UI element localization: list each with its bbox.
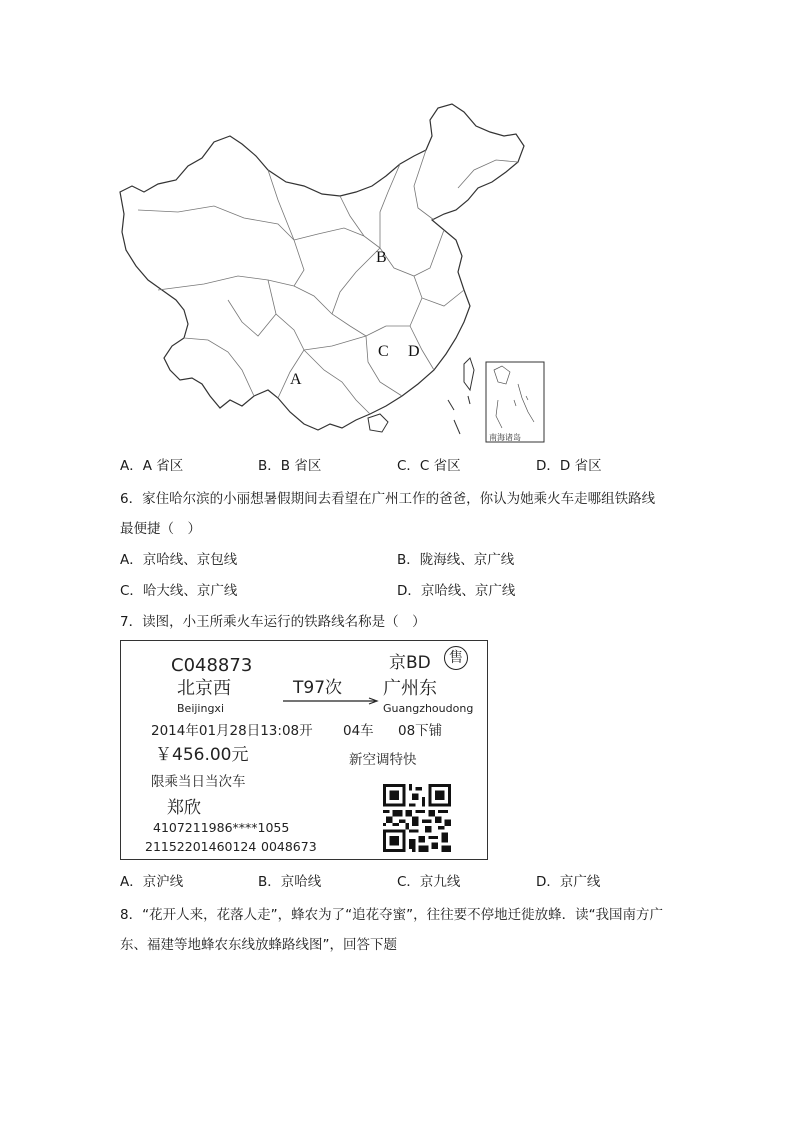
q6-option-b: B．陇海线、京广线 bbox=[397, 552, 515, 568]
china-map-svg bbox=[118, 100, 558, 445]
q6-stem-line2: 最便捷（ ） bbox=[120, 521, 201, 537]
q7-option-c: C．京九线 bbox=[397, 874, 461, 890]
ticket-from-station: 北京西 bbox=[177, 678, 231, 699]
ticket-train-type: 新空调特快 bbox=[349, 752, 417, 768]
ticket-passenger-name: 郑欣 bbox=[167, 798, 201, 818]
ticket-serial-left: 21152201460124 bbox=[145, 839, 257, 854]
ticket-car: 04车 bbox=[343, 723, 374, 739]
ticket-serial-right: 0048673 bbox=[261, 839, 317, 854]
q5-option-c: C．C 省区 bbox=[397, 458, 461, 474]
q5-option-a: A．A 省区 bbox=[120, 458, 184, 474]
ticket-arrow-icon bbox=[281, 697, 381, 705]
q7-option-a: A．京沪线 bbox=[120, 874, 184, 890]
q5-option-b: B．B 省区 bbox=[258, 458, 322, 474]
map-label-b: B bbox=[376, 249, 387, 266]
q6-option-a: A．京哈线、京包线 bbox=[120, 552, 238, 568]
ticket-id-number: 4107211986****1055 bbox=[153, 820, 290, 835]
q8-stem-line2: 东、福建等地蜂农东线放蜂路线图”，回答下题 bbox=[120, 937, 397, 953]
map-label-d: D bbox=[408, 343, 420, 360]
map-label-a: A bbox=[290, 371, 302, 388]
china-outline bbox=[120, 104, 524, 430]
ticket-berth: 08下铺 bbox=[398, 723, 443, 739]
ticket-from-pinyin: Beijingxi bbox=[177, 702, 225, 715]
coast-marks bbox=[448, 396, 470, 434]
taiwan-island bbox=[464, 358, 474, 390]
china-province-map bbox=[118, 100, 558, 445]
ticket-price: ￥456.00元 bbox=[155, 745, 249, 765]
q6-stem-line1: 6．家住哈尔滨的小丽想暑假期间去看望在广州工作的爸爸，你认为她乘火车走哪组铁路线 bbox=[120, 491, 656, 507]
ticket-qr-code-icon bbox=[383, 784, 451, 852]
ticket-code: C048873 bbox=[171, 655, 253, 676]
q6-option-c: C．哈大线、京广线 bbox=[120, 583, 238, 599]
ticket-train-number: T97次 bbox=[293, 678, 343, 698]
ticket-to-station: 广州东 bbox=[383, 678, 437, 699]
hainan-island bbox=[368, 414, 388, 432]
ticket-to-pinyin: Guangzhoudong bbox=[383, 702, 474, 715]
ticket-notice: 限乘当日当次车 bbox=[151, 774, 246, 790]
ticket-sale-mark: 售 bbox=[444, 646, 468, 670]
inset-label: 南海诸岛 bbox=[489, 433, 521, 442]
q5-option-d: D．D 省区 bbox=[536, 458, 602, 474]
q7-option-d: D．京广线 bbox=[536, 874, 601, 890]
q6-option-d: D．京哈线、京广线 bbox=[397, 583, 516, 599]
ticket-office: 京BD bbox=[389, 653, 431, 673]
q7-stem: 7．读图，小王所乘火车运行的铁路线名称是（ ） bbox=[120, 614, 426, 630]
q7-option-b: B．京哈线 bbox=[258, 874, 322, 890]
train-ticket bbox=[120, 640, 488, 860]
ticket-datetime: 2014年01月28日13:08开 bbox=[151, 723, 313, 739]
q8-stem-line1: 8．“花开人来，花落人走”，蜂农为了“追花夺蜜”，往往要不停地迁徙放蜂．读“我国南方广 bbox=[120, 907, 664, 923]
map-label-c: C bbox=[378, 343, 389, 360]
